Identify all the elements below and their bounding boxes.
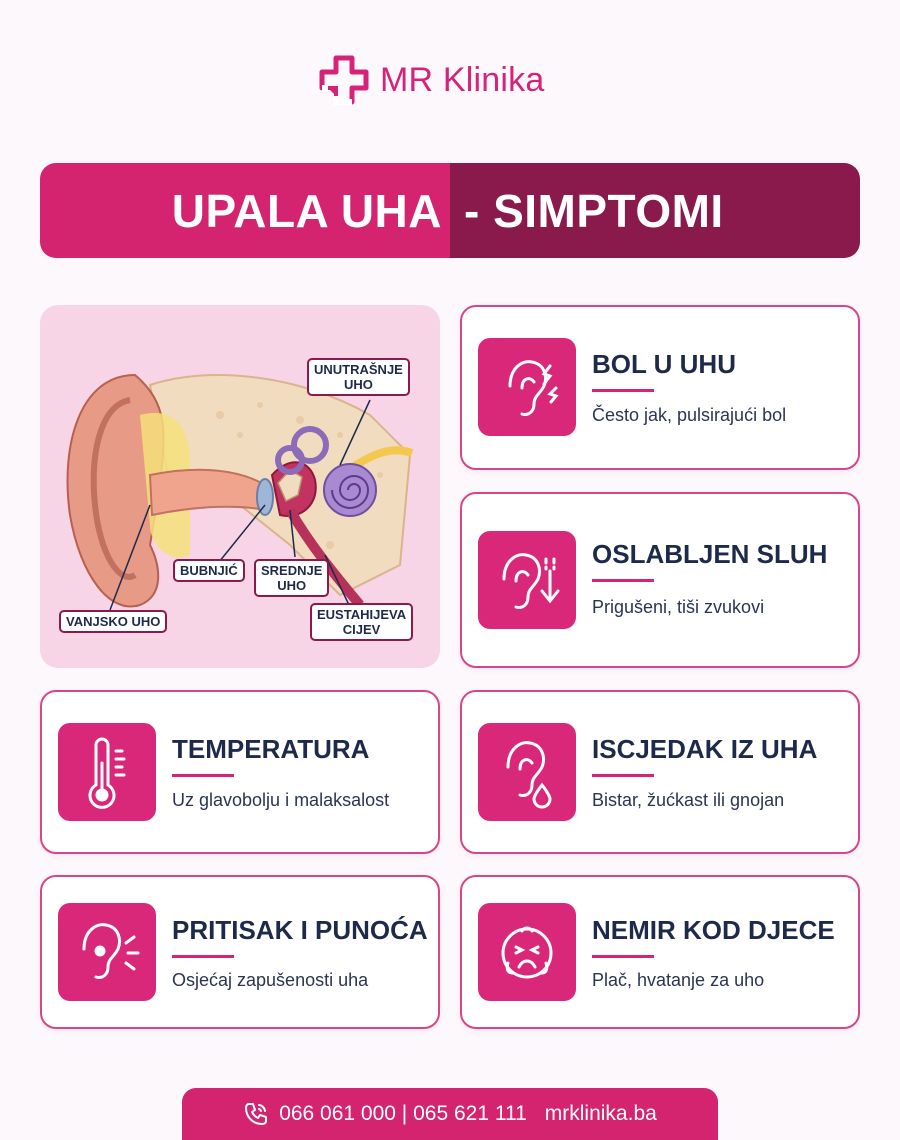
symptom-description: Bistar, žućkast ili gnojan [592, 790, 785, 810]
ear-pain-icon [478, 338, 576, 436]
symptom-description: Uz glavobolju i malaksalost [172, 790, 390, 810]
symptom-description: Često jak, pulsirajući bol [592, 405, 787, 425]
symptom-title: TEMPERATURA [172, 734, 370, 764]
ear-pressure-icon [58, 903, 156, 1001]
label-outer-ear: VANJSKO UHO [59, 610, 167, 633]
symptom-title: PRITISAK I PUNOĆA [172, 915, 428, 945]
phone-icon [243, 1101, 269, 1127]
ear-discharge-icon [478, 723, 576, 821]
label-eardrum: BUBNJIĆ [173, 559, 245, 582]
phone-numbers[interactable]: 066 061 000 | 065 621 111 [279, 1102, 527, 1125]
symptom-card-pressure [40, 875, 440, 1029]
title-underline [172, 774, 234, 777]
label-middle-ear: SREDNJE UHO [254, 559, 329, 597]
symptom-description: Prigušeni, tiši zvukovi [592, 597, 765, 617]
symptom-title: BOL U UHU [592, 349, 736, 379]
symptom-card-hearing-loss [460, 492, 860, 668]
crying-child-icon [478, 903, 576, 1001]
symptom-description: Plač, hvatanje za uho [592, 970, 765, 990]
thermometer-icon [58, 723, 156, 821]
ear-anatomy-diagram [40, 305, 440, 668]
symptom-title: NEMIR KOD DJECE [592, 915, 835, 945]
label-inner-ear: UNUTRAŠNJE UHO [307, 358, 410, 396]
title-underline [592, 774, 654, 777]
symptom-card-ear-discharge [460, 690, 860, 854]
title-underline [592, 579, 654, 582]
brand-logo [318, 50, 588, 110]
title-underline [592, 955, 654, 958]
symptom-card-ear-pain [460, 305, 860, 470]
medical-cross-logo-icon [318, 54, 370, 106]
symptom-title: OSLABLJEN SLUH [592, 539, 828, 569]
symptom-card-child-restlessness [460, 875, 860, 1029]
label-eustachian-tube: EUSTAHIJEVA CIJEV [310, 603, 413, 641]
title-part-1: UPALA UHA [171, 184, 442, 237]
symptom-title: ISCJEDAK IZ UHA [592, 734, 818, 764]
symptom-description: Osjećaj zapušenosti uha [172, 970, 369, 990]
title-banner [40, 163, 860, 258]
title-underline [172, 955, 234, 958]
title-underline [592, 389, 654, 392]
ear-hearing-loss-icon [478, 531, 576, 629]
website-link[interactable]: mrklinika.ba [544, 1102, 657, 1125]
symptom-card-temperature [40, 690, 440, 854]
brand-name: MR Klinika [380, 60, 545, 99]
title-part-2: - SIMPTOMI [464, 184, 724, 237]
contact-footer [182, 1088, 718, 1140]
